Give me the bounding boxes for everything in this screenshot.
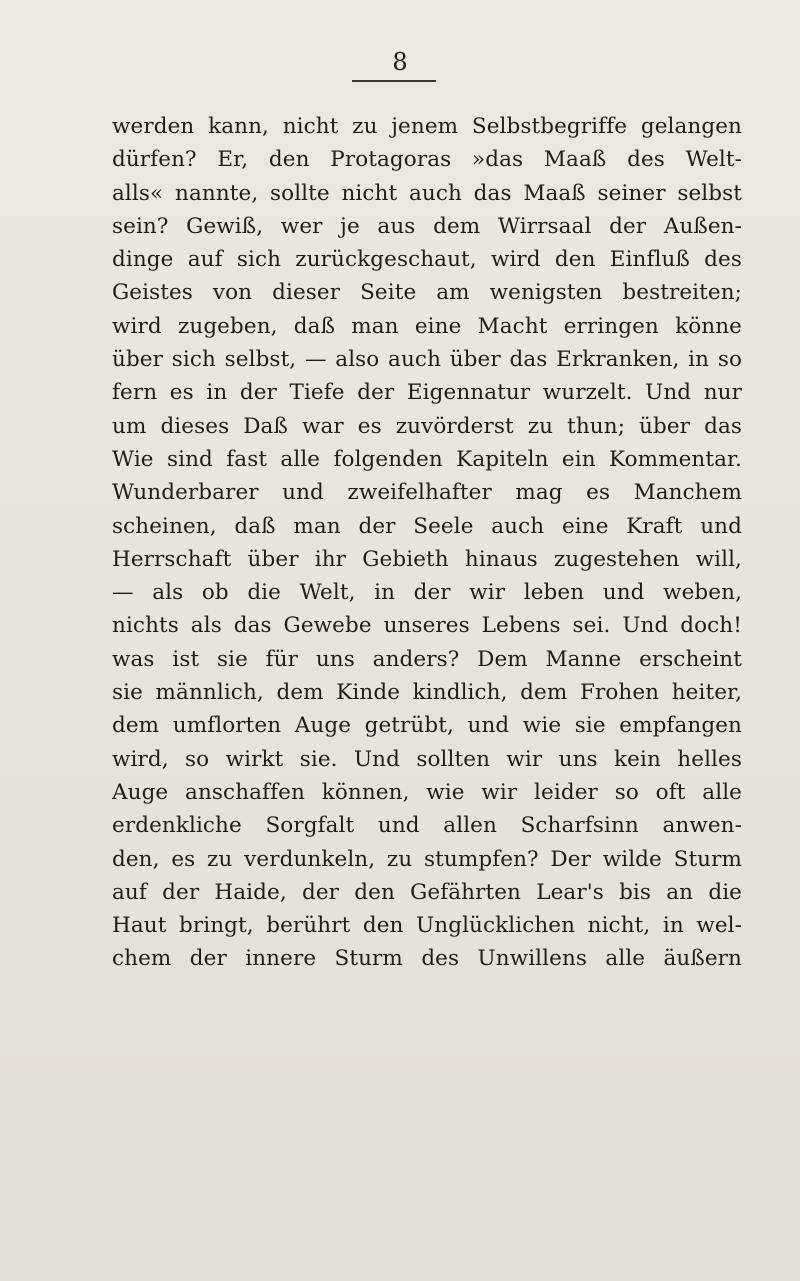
text-line: sein? Gewiß, wer je aus dem Wirrsaal der Außen- xyxy=(112,213,742,239)
text-line: — als ob die Welt, in der wir leben und weben, xyxy=(112,580,742,606)
header-rule xyxy=(352,80,436,82)
text-line: nichts als das Gewebe unseres Lebens sei. Und doch! xyxy=(112,613,742,639)
text-line: Wie sind fast alle folgenden Kapiteln ein Kommentar. xyxy=(112,446,742,472)
text-line: Wunderbarer und zweifelhafter mag es Manchem xyxy=(112,480,742,506)
text-line: chem der innere Sturm des Unwillens alle äußern xyxy=(112,946,742,972)
text-line: dem umflorten Auge getrübt, und wie sie empfangen xyxy=(112,713,742,739)
text-line: erdenkliche Sorgfalt und allen Scharfsinn anwen- xyxy=(112,813,742,839)
text-line: was ist sie für uns anders? Dem Manne erscheint xyxy=(112,646,742,672)
text-line: sie männlich, dem Kinde kindlich, dem Frohen heiter, xyxy=(112,680,742,706)
body-text xyxy=(112,110,742,976)
text-line: über sich selbst, — also auch über das Erkranken, in so xyxy=(112,347,742,373)
text-line: wird, so wirkt sie. Und sollten wir uns kein helles xyxy=(112,746,742,772)
text-line: Auge anschaffen können, wie wir leider so oft alle xyxy=(112,779,742,805)
text-line: dürfen? Er, den Protagoras »das Maaß des Welt- xyxy=(112,147,742,173)
text-line: Geistes von dieser Seite am wenigsten bestreiten; xyxy=(112,280,742,306)
text-line: wird zugeben, daß man eine Macht erringen könne xyxy=(112,313,742,339)
text-line: dinge auf sich zurückgeschaut, wird den Einfluß des xyxy=(112,247,742,273)
text-line: scheinen, daß man der Seele auch eine Kraft und xyxy=(112,513,742,539)
text-line: um dieses Daß war es zuvörderst zu thun; über das xyxy=(112,413,742,439)
text-line: werden kann, nicht zu jenem Selbstbegriffe gelangen xyxy=(112,114,742,139)
text-line: den, es zu verdunkeln, zu stumpfen? Der wilde Sturm xyxy=(112,846,742,872)
page-number: 8 xyxy=(392,48,408,76)
text-line: auf der Haide, der den Gefährten Lear's bis an die xyxy=(112,879,742,905)
text-line: Haut bringt, berührt den Unglücklichen nicht, in wel- xyxy=(112,913,742,939)
text-line: Herrschaft über ihr Gebieth hinaus zugestehen will, xyxy=(112,546,742,572)
text-line: alls« nannte, sollte nicht auch das Maaß seiner selbst xyxy=(112,180,742,206)
text-line: fern es in der Tiefe der Eigennatur wurzelt. Und nur xyxy=(112,380,742,406)
